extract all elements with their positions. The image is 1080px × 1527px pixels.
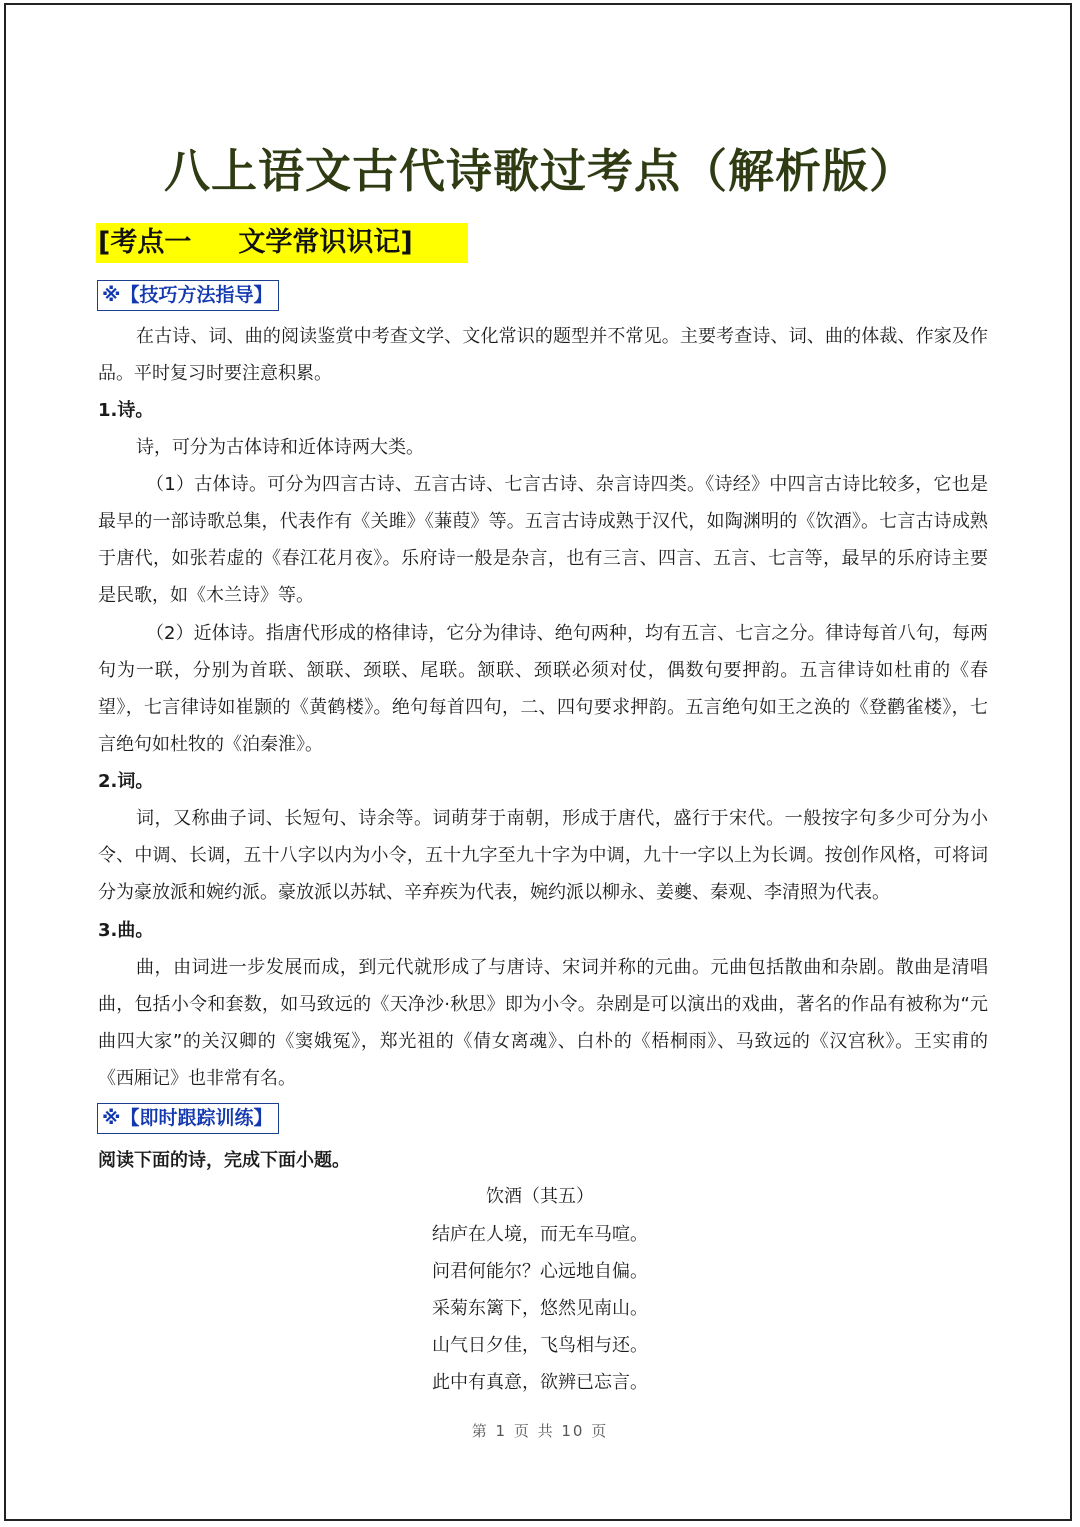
intro-paragraph: 在古诗、词、曲的阅读鉴赏中考查文学、文化常识的题型并不常见。主要考查诗、词、曲的体裁、作家及作品。平时复习时要注意积累。 (98, 326, 988, 384)
practice-instruction: 阅读下面的诗，完成下面小题。 (98, 1150, 350, 1171)
ci-heading: 2.词。 (98, 771, 154, 792)
page-title: 八上语文古代诗歌过考点（解析版） (164, 144, 916, 198)
poem-line: 结庐在人境，而无车马喧。 (432, 1224, 648, 1245)
guide-label-box: ※【技巧方法指导】 (97, 280, 279, 311)
poem-title: 饮酒（其五） (486, 1186, 594, 1207)
poem-line: 问君何能尔？心远地自偏。 (432, 1261, 648, 1282)
ancient-poem-paragraph: （1）古体诗。可分为四言古诗、五言古诗、七言古诗、杂言诗四类。《诗经》中四言古诗比较多，它也是最早的一部诗歌总集，代表作有《关雎》《蒹葭》等。五言古诗成熟于汉代，如陶渊明的《饮酒》。七言古诗成熟于唐代，如张若虚的《春江花月夜》。乐府诗一般是杂言，也有三言、四言、五言、七言等，最早的乐府诗主要是民歌，如《木兰诗》等。 (98, 474, 988, 606)
ci-paragraph: 词，又称曲子词、长短句、诗余等。词萌芽于南朝，形成于唐代，盛行于宋代。一般按字句多少可分为小令、中调、长调，五十八字以内为小令，五十九字至九十字为中调，九十一字以上为长调。按创作风格，可将词分为豪放派和婉约派。豪放派以苏轼、辛弃疾为代表，婉约派以柳永、姜夔、秦观、李清照为代表。 (98, 808, 988, 903)
poem-line: 此中有真意，欲辨已忘言。 (432, 1372, 648, 1393)
practice-label-box: ※【即时跟踪训练】 (97, 1103, 279, 1134)
section-heading-highlight: [考点一 文学常识识记] (96, 223, 468, 263)
qu-heading: 3.曲。 (98, 920, 154, 941)
poem-heading: 1.诗。 (98, 400, 154, 421)
page-number: 第 1 页 共 10 页 (471, 1422, 609, 1440)
poem-lead: 诗，可分为古体诗和近体诗两大类。 (136, 437, 424, 458)
poem-line: 采菊东篱下，悠然见南山。 (432, 1298, 648, 1319)
poem-line: 山气日夕佳，飞鸟相与还。 (432, 1335, 648, 1356)
modern-poem-paragraph: （2）近体诗。指唐代形成的格律诗，它分为律诗、绝句两种，均有五言、七言之分。律诗每首八句，每两句为一联，分别为首联、颔联、颈联、尾联。颔联、颈联必须对仗，偶数句要押韵。五言律诗如杜甫的《春望》，七言律诗如崔颢的《黄鹤楼》。绝句每首四句，二、四句要求押韵。五言绝句如王之涣的《登鹳雀楼》，七言绝句如杜牧的《泊秦淮》。 (98, 623, 988, 755)
qu-paragraph: 曲，由词进一步发展而成，到元代就形成了与唐诗、宋词并称的元曲。元曲包括散曲和杂剧。散曲是清唱曲，包括小令和套数，如马致远的《天净沙·秋思》即为小令。杂剧是可以演出的戏曲，著名的作品有被称为“元曲四大家”的关汉卿的《窦娥冤》，郑光祖的《倩女离魂》、白朴的《梧桐雨》、马致远的《汉宫秋》。王实甫的《西厢记》也非常有名。 (98, 957, 988, 1089)
